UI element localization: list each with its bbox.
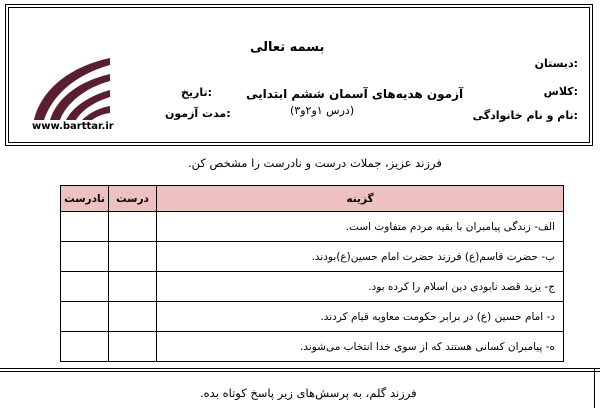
- true-cell[interactable]: [109, 302, 157, 332]
- true-cell[interactable]: [109, 212, 157, 242]
- section-divider-inner: [0, 371, 600, 372]
- basmala: بسمه تعالی: [250, 40, 325, 55]
- true-cell[interactable]: [109, 272, 157, 302]
- class-label: کلاس:: [543, 85, 578, 98]
- table-row: [61, 242, 564, 272]
- section1-instruction: فرزند عزیز، جملات درست و نادرست را مشخص کن.: [188, 156, 442, 170]
- frame-edge: [594, 368, 595, 408]
- barttar-logo: [30, 52, 114, 124]
- col-option: گزینه: [157, 186, 564, 212]
- table-header-row: [61, 186, 564, 212]
- exam-title: آزمون هدیه‌های آسمان ششم ابتدایی: [246, 87, 464, 101]
- true-cell[interactable]: [109, 242, 157, 272]
- table-row: [61, 302, 564, 332]
- col-true: درست: [109, 186, 157, 212]
- false-cell[interactable]: [61, 212, 109, 242]
- section2-instruction: فرزند گلم، به پرسش‌های زیر پاسخ کوتاه بده.: [200, 386, 417, 400]
- table-row: [61, 332, 564, 362]
- true-false-table: [60, 185, 564, 362]
- table-row: [61, 212, 564, 242]
- false-cell[interactable]: [61, 272, 109, 302]
- name-label: نام و نام خانوادگی:: [472, 109, 578, 122]
- table-row: [61, 272, 564, 302]
- question-text: الف- زندگی پیامبران با بقیه مردم متفاوت است.: [157, 212, 564, 242]
- col-false: نادرست: [61, 186, 109, 212]
- question-text: ج- یزید قصد نابودی دین اسلام را کرده بود.: [157, 272, 564, 302]
- question-text: ب- حضرت قاسم(ع) فرزند حضرت امام حسین(ع)بودند.: [157, 242, 564, 272]
- false-cell[interactable]: [61, 242, 109, 272]
- false-cell[interactable]: [61, 332, 109, 362]
- false-cell[interactable]: [61, 302, 109, 332]
- question-text: د- امام حسین (ع) در برابر حکومت معاویه قیام کردند.: [157, 302, 564, 332]
- duration-label: مدت آزمون:: [165, 107, 231, 120]
- true-cell[interactable]: [109, 332, 157, 362]
- school-label: دبستان:: [534, 57, 578, 70]
- lessons: (درس ۱و۲و۳): [290, 104, 355, 117]
- section-divider: [0, 368, 600, 369]
- site-url: www.barttar.ir: [32, 121, 114, 132]
- question-text: ه- پیامبران کسانی هستند که از سوی خدا انتخاب می‌شوند.: [157, 332, 564, 362]
- date-label: تاریخ:: [181, 86, 213, 99]
